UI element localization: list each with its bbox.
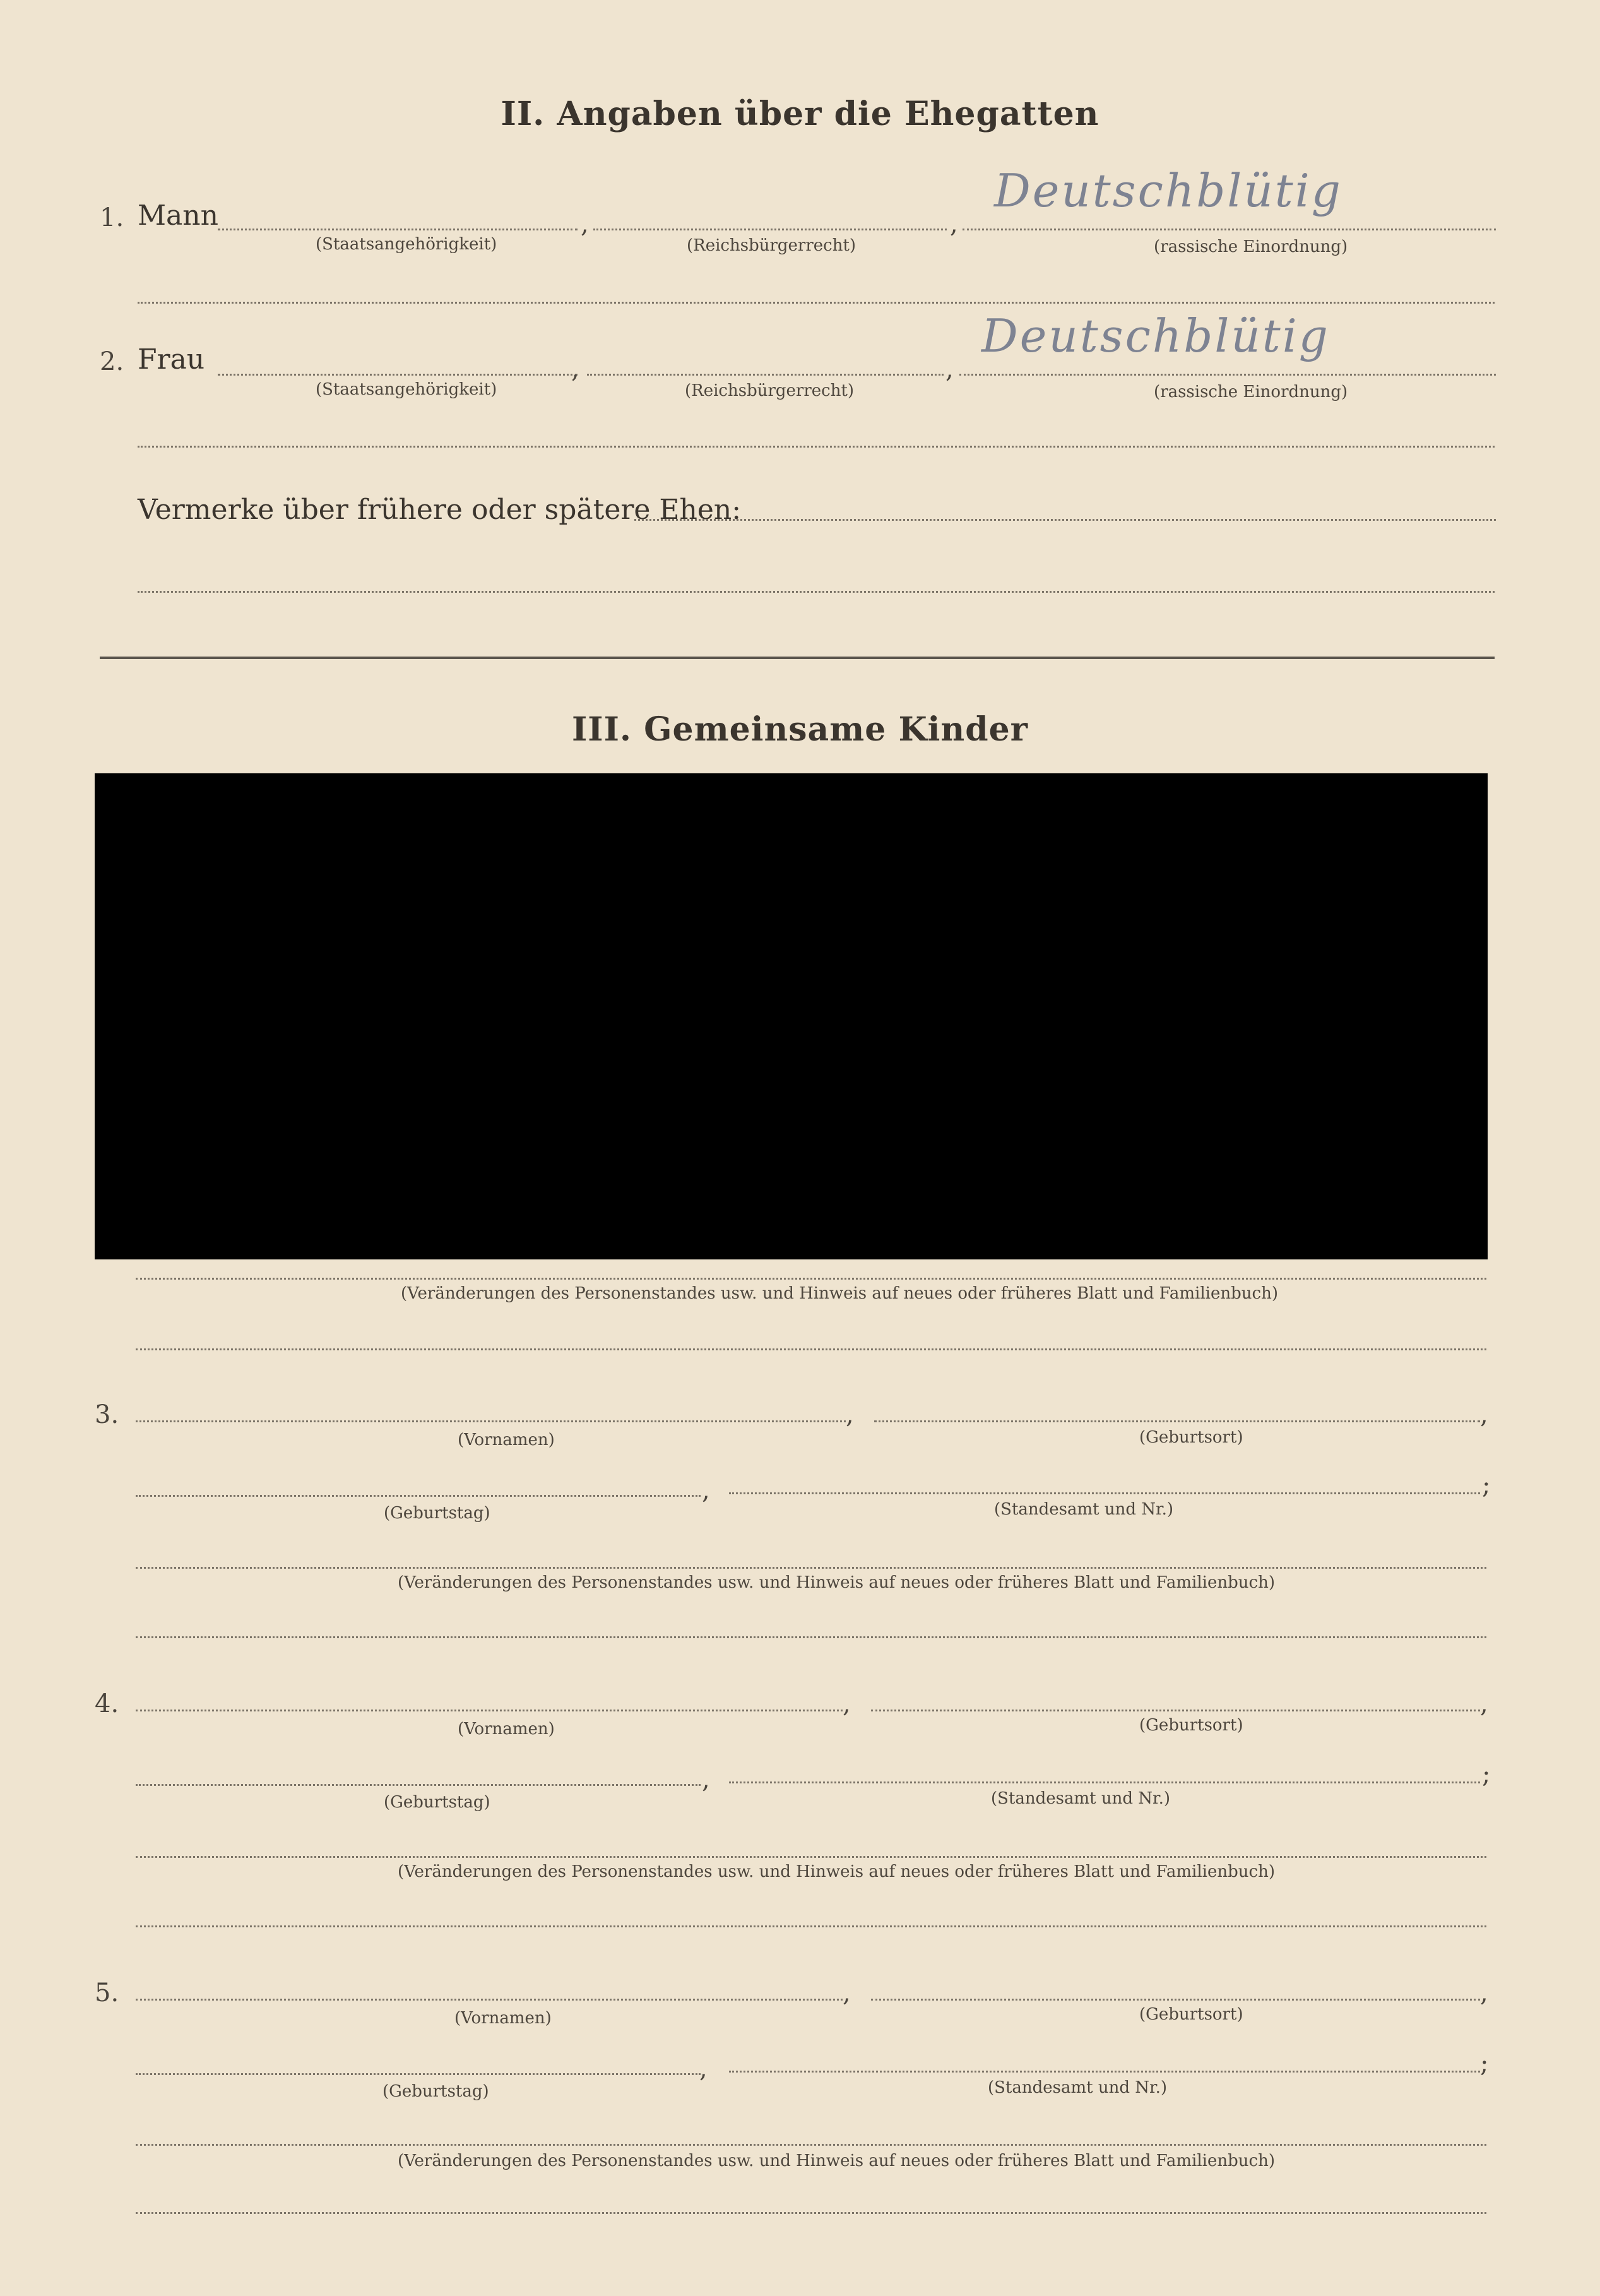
child4-birthdate-caption: (Geburtstag) <box>384 1793 490 1812</box>
man-racial-caption: (rassische Einordnung) <box>1154 237 1348 256</box>
woman-label: Frau <box>138 343 205 376</box>
child5-first-name-field[interactable] <box>136 1999 843 2001</box>
child4-birthplace-field[interactable] <box>871 1710 1480 1711</box>
woman-reich-caption: (Reichsbürgerrecht) <box>685 381 855 400</box>
child5-changes-line-2[interactable] <box>136 2212 1486 2214</box>
child5-birthdate-field[interactable] <box>136 2073 701 2075</box>
child5-birthplace-caption: (Geburtsort) <box>1139 2005 1243 2024</box>
woman-extra-line[interactable] <box>138 446 1495 448</box>
woman-reich-field[interactable] <box>587 374 944 376</box>
child5-first-name-caption: (Vornamen) <box>454 2009 552 2028</box>
child4-birthdate-field[interactable] <box>136 1784 701 1786</box>
child5-number: 5. <box>95 1978 119 2008</box>
child5-changes-caption: (Veränderungen des Personenstandes usw. und Hinweis auf neues oder früheres Blatt und Familienbuch) <box>398 2151 1275 2170</box>
child5-birthplace-field[interactable] <box>871 1999 1480 2001</box>
child3-registry-field[interactable] <box>729 1492 1480 1494</box>
child4-changes-caption: (Veränderungen des Personenstandes usw. und Hinweis auf neues oder früheres Blatt und Familienbuch) <box>398 1862 1275 1881</box>
remarks-field-line-2[interactable] <box>138 591 1495 593</box>
woman-racial-handwriting: Deutschblütig <box>981 309 1330 362</box>
child3-registry-caption: (Standesamt und Nr.) <box>994 1500 1174 1519</box>
child3-changes-line[interactable] <box>136 1567 1486 1569</box>
child3-birthdate-caption: (Geburtstag) <box>384 1504 490 1523</box>
woman-citizenship-field[interactable] <box>218 374 578 376</box>
remarks-label: Vermerke über frühere oder spätere Ehen: <box>138 494 742 526</box>
child3-birthplace-caption: (Geburtsort) <box>1139 1428 1243 1447</box>
child5-changes-line[interactable] <box>136 2144 1486 2146</box>
man-number: 1. <box>100 203 124 232</box>
child3-number: 3. <box>95 1400 119 1429</box>
form-page: II. Angaben über die Ehegatten 1. Mann , , Deutschblütig (Staatsangehörigkeit) (Reichsbürgerrecht) (rassische Einordnung) 2. Frau , , Deutschblütig (Staatsangehörigkeit) (Reichsbürgerrecht) (rassische Einordnung) Vermerke über frühere oder spätere Ehen: III. Gemeinsame Kinder (Veränderungen des Personenstandes usw. und Hinweis auf neues oder früheres Blatt und Familienbuch) 3. , , (Vornamen) (Geburtsort) , ; (Geburtstag) (Standesamt und Nr.) (Veränderungen des Personenstandes usw. und Hinweis auf neues oder früheres Blatt und Familienbuch) 4. , , (Vornamen) (Geburtsort) , ; (Geburtstag) (Standesamt und Nr.) (Veränderungen des Personenstandes usw. und Hinweis auf neues oder früheres Blatt und Familienbuch) 5. , , (Vornamen) (Geburtsort) , ; (Geburtstag) (Standesamt und Nr.) (Veränderungen des Personenstandes usw. und Hinweis auf neues oder früheres Blatt und Familienbuch) <box>0 0 1600 2296</box>
man-citizenship-caption: (Staatsangehörigkeit) <box>316 235 497 254</box>
woman-racial-field[interactable] <box>959 374 1496 376</box>
child3-changes-caption: (Veränderungen des Personenstandes usw. und Hinweis auf neues oder früheres Blatt und Familienbuch) <box>398 1573 1275 1592</box>
man-extra-line[interactable] <box>138 302 1495 304</box>
section-2-title: II. Angaben über die Ehegatten <box>501 95 1099 133</box>
child4-birthplace-caption: (Geburtsort) <box>1139 1716 1243 1735</box>
child3-first-name-field[interactable] <box>136 1420 846 1422</box>
child2-changes-line[interactable] <box>136 1278 1486 1280</box>
child2-changes-caption: (Veränderungen des Personenstandes usw. und Hinweis auf neues oder früheres Blatt und Familienbuch) <box>401 1284 1278 1303</box>
woman-racial-caption: (rassische Einordnung) <box>1154 383 1348 402</box>
man-reich-field[interactable] <box>593 229 947 230</box>
child4-registry-caption: (Standesamt und Nr.) <box>991 1789 1171 1808</box>
man-citizenship-field[interactable] <box>218 229 578 230</box>
woman-citizenship-caption: (Staatsangehörigkeit) <box>316 380 497 399</box>
redaction-box <box>95 773 1488 1259</box>
remarks-field[interactable] <box>634 519 1496 521</box>
child3-changes-line-2[interactable] <box>136 1636 1486 1638</box>
man-racial-handwriting: Deutschblütig <box>994 164 1342 217</box>
child5-registry-caption: (Standesamt und Nr.) <box>988 2078 1168 2097</box>
child3-first-name-caption: (Vornamen) <box>458 1431 555 1449</box>
child4-changes-line-2[interactable] <box>136 1925 1486 1927</box>
child4-first-name-caption: (Vornamen) <box>458 1720 555 1739</box>
man-racial-field[interactable] <box>963 229 1496 230</box>
child4-first-name-field[interactable] <box>136 1710 843 1711</box>
child4-number: 4. <box>95 1689 119 1718</box>
child4-registry-field[interactable] <box>729 1781 1480 1783</box>
man-label: Mann <box>138 199 218 232</box>
section-3-title: III. Gemeinsame Kinder <box>571 710 1029 749</box>
child5-registry-field[interactable] <box>729 2071 1480 2073</box>
child3-birthdate-field[interactable] <box>136 1495 701 1497</box>
section-divider <box>100 657 1495 659</box>
child4-changes-line[interactable] <box>136 1856 1486 1858</box>
woman-number: 2. <box>100 347 124 376</box>
child5-birthdate-caption: (Geburtstag) <box>382 2082 489 2101</box>
man-reich-caption: (Reichsbürgerrecht) <box>687 236 856 255</box>
child3-birthplace-field[interactable] <box>874 1420 1480 1422</box>
child2-changes-line-2[interactable] <box>136 1348 1486 1350</box>
